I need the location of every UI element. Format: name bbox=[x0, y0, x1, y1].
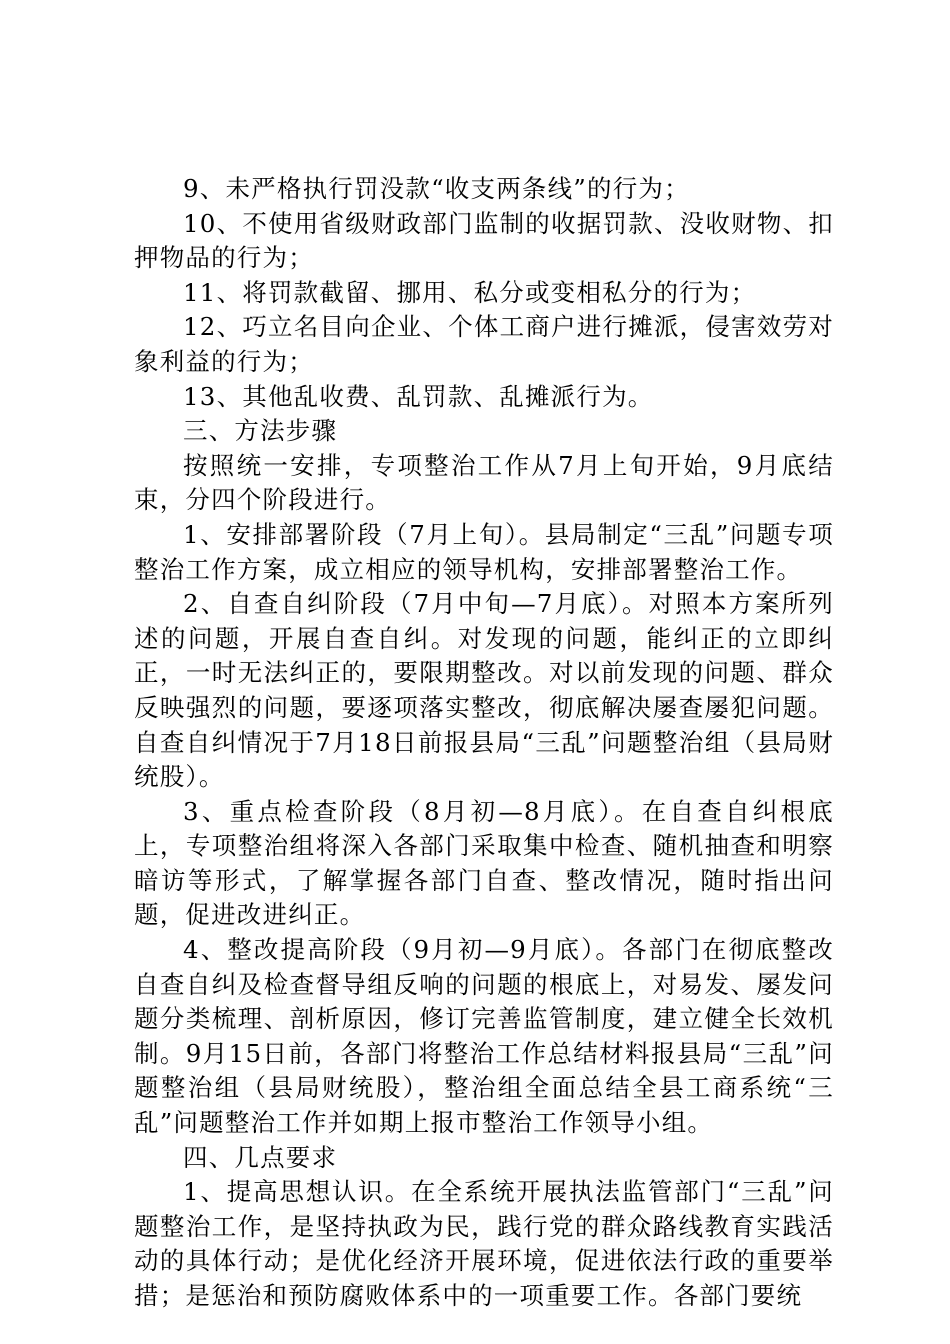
paragraph-item-11: 11、将罚款截留、挪用、私分或变相私分的行为； bbox=[183, 277, 757, 307]
paragraph-stage-1: 1、安排部署阶段（7月上旬）。县局制定“三乱”问题专项整治工作方案，成立相应的领导机构，安排部署整治工作。 bbox=[134, 519, 834, 584]
paragraph-stage-3: 3、重点检查阶段（8月初—8月底）。在自查自纠根底上，专项整治组将深入各部门采取集中检查、随机抽查和明察暗访等形式，了解掌握各部门自查、整改情况，随时指出问题，促进改进纠正。 bbox=[134, 796, 834, 930]
paragraph-item-12: 12、巧立名目向企业、个体工商户进行摊派，侵害效劳对象利益的行为； bbox=[134, 312, 834, 376]
paragraph-item-10: 10、不使用省级财政部门监制的收据罚款、没收财物、扣押物品的行为； bbox=[134, 208, 834, 273]
paragraph-stage-4: 4、整改提高阶段（9月初—9月底）。各部门在彻底整改自查自纠及检查督导组反响的问题的根底上，对易发、屡发问题分类梳理、剖析原因，修订完善监管制度，建立健全长效机制。9月15日前，各部门将整治工作总结材料报县局“三乱”问题整治组（县局财统股），整治组全面总结全县工商系统“三乱”问题整治工作并如期上报市整治工作领导小组。 bbox=[134, 935, 834, 1138]
paragraph-item-9: 9、未严格执行罚没款“收支两条线”的行为； bbox=[183, 174, 690, 203]
section-heading-methods: 三、方法步骤 bbox=[183, 416, 338, 446]
paragraph-schedule-intro: 按照统一安排，专项整治工作从7月上旬开始，9月底结束，分四个阶段进行。 bbox=[134, 450, 834, 515]
paragraph-requirement-1: 1、提高思想认识。在全系统开展执法监管部门“三乱”问题整治工作，是坚持执政为民，践行党的群众路线教育实践活动的具体行动；是优化经济开展环境，促进依法行政的重要举措；是惩治和预防腐败体系中的一项重要工作。各部门要统 bbox=[134, 1177, 834, 1310]
paragraph-item-13: 13、其他乱收费、乱罚款、乱摊派行为。 bbox=[183, 381, 654, 411]
section-heading-requirements: 四、几点要求 bbox=[183, 1142, 338, 1172]
paragraph-stage-2: 2、自查自纠阶段（7月中旬—7月底）。对照本方案所列述的问题，开展自查自纠。对发现的问题，能纠正的立即纠正，一时无法纠正的，要限期整改。对以前发现的问题、群众反映强烈的问题，要逐项落实整改，彻底解决屡查屡犯问题。自查自纠情况于7月18日前报县局“三乱”问题整治组（县局财统股）。 bbox=[134, 589, 834, 792]
document-body bbox=[134, 172, 834, 1314]
